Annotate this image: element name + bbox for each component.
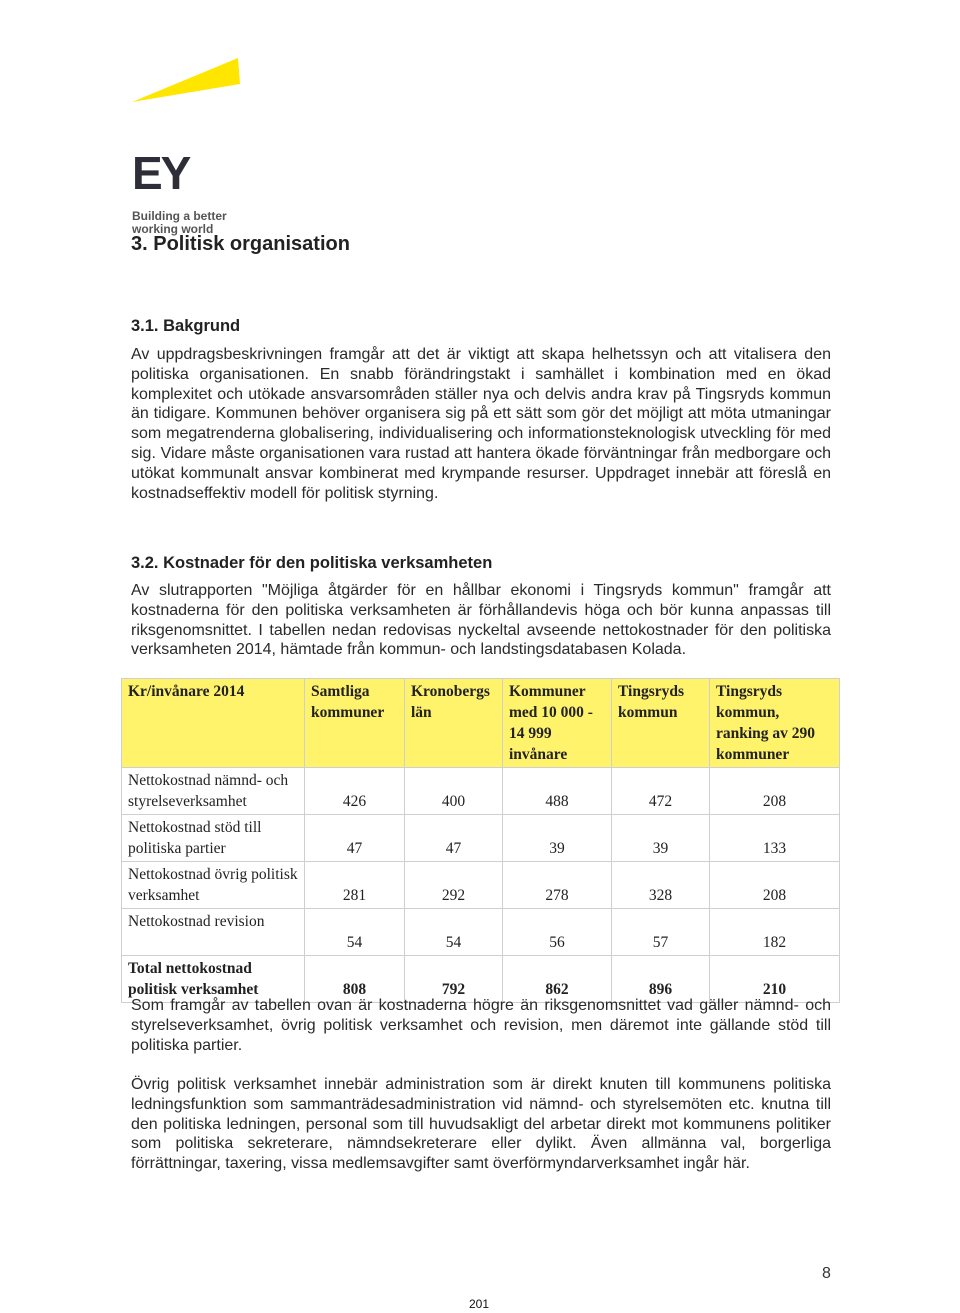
table-cell: 208 — [710, 768, 840, 815]
row-label: Nettokostnad övrig politisk verksamhet — [122, 862, 305, 909]
table-cell: 210 — [710, 956, 840, 1003]
table-cell: 54 — [405, 909, 503, 956]
row-label: Nettokostnad nämnd- och styrelseverksamhet — [122, 768, 305, 815]
table-row — [122, 815, 840, 862]
table-cell: 472 — [612, 768, 710, 815]
table-cell: 39 — [503, 815, 612, 862]
table-cell: 328 — [612, 862, 710, 909]
ey-tagline-line2: working world — [132, 222, 214, 236]
table-row — [122, 768, 840, 815]
ey-beam-icon — [130, 58, 250, 118]
ey-tagline-line1: Building a better — [132, 209, 227, 223]
table-row — [122, 909, 840, 956]
table-cell: 292 — [405, 862, 503, 909]
cost-table — [121, 678, 840, 1003]
table-cell: 400 — [405, 768, 503, 815]
table-header-cell: Tingsryds kommun, ranking av 290 kommuner — [710, 679, 840, 768]
section-title: 3. Politisk organisation — [131, 233, 350, 255]
table-cell: 47 — [405, 815, 503, 862]
table-cell: 426 — [305, 768, 405, 815]
table-header-row — [122, 679, 840, 768]
subsection-title-bakgrund: 3.1. Bakgrund — [131, 317, 241, 335]
table-header-cell: Kronobergs län — [405, 679, 503, 768]
paragraph-after-table-1: Som framgår av tabellen ovan är kostnaderna högre än riksgenomsnittet vad gäller nämnd- och styrelseverksamhet, övrig politisk verksamhet och revision, men däremot inte gällande stöd till politiska partier. — [131, 997, 831, 1054]
table-cell: 182 — [710, 909, 840, 956]
paragraph-after-table-2: Övrig politisk verksamhet innebär administration som är direkt knuten till kommunens politiska ledningsfunktion som sammanträdesadministration vid nämnd- och styrelsemöten etc. knutna till den politiska ledningen, personal som till huvudsakligt del arbetar direkt mot kommunens politiker som politiska sekreterare, nämndsekreterare eller dylikt. Även allmänna val, borgerliga förrättningar, taxering, vissa medlemsavgifter samt överförmyndarverksamhet ingår här. — [131, 1076, 831, 1173]
paragraph-kostnader: Av slutrapporten "Möjliga åtgärder för en hållbar ekonomi i Tingsryds kommun" framgår att kostnaderna för den politiska verksamheten är förhållandevis höga och bör kunna anpassas till riksgenomsnittet. I tabellen nedan redovisas nyckeltal avseende nettokostnader för den politiska verksamheten 2014, hämtade från kommun- och landstingsdatabasen Kolada. — [131, 582, 831, 659]
table-cell: 208 — [710, 862, 840, 909]
table-cell: 281 — [305, 862, 405, 909]
table-cell: 896 — [612, 956, 710, 1003]
ey-logo — [130, 58, 250, 236]
table-cell: 39 — [612, 815, 710, 862]
table-header-cell: Kr/invånare 2014 — [122, 679, 305, 768]
table-cell: 862 — [503, 956, 612, 1003]
ey-logo-text: EY — [132, 147, 190, 199]
table-cell: 488 — [503, 768, 612, 815]
row-label: Total nettokostnad politisk verksamhet — [122, 956, 305, 1003]
row-label: Nettokostnad stöd till politiska partier — [122, 815, 305, 862]
table-header-cell: Kommuner med 10 000 - 14 999 invånare — [503, 679, 612, 768]
table-cell: 808 — [305, 956, 405, 1003]
table-cell: 56 — [503, 909, 612, 956]
table-cell: 792 — [405, 956, 503, 1003]
table-row — [122, 862, 840, 909]
table-header-cell: Samtliga kommuner — [305, 679, 405, 768]
paragraph-bakgrund: Av uppdragsbeskrivningen framgår att det är viktigt att skapa helhetssyn och att vitalisera den politiska organisationen. En snabb förändringstakt i samhället i kombination med en ökad komplexitet och utökade ansvarsområden ställer nya och delvis andra krav på Tingsryds kommun än tidigare. Kommunen behöver organisera sig på ett sätt som gör det möjligt att möta utmaningar som megatrenderna globalisering, individualisering och informationsteknologisk utveckling för med sig. Vidare måste organisationen vara rustad att hantera ökade förväntningar från medborgare och utökat kommunalt ansvar kombinerat med krympande resurser. Uppdraget innebär att föreslå en kostnadseffektiv modell för politisk styrning. — [131, 346, 831, 502]
page-number: 8 — [822, 1265, 831, 1282]
table-cell: 47 — [305, 815, 405, 862]
table-cell: 133 — [710, 815, 840, 862]
table-header-cell: Tingsryds kommun — [612, 679, 710, 768]
table-cell: 57 — [612, 909, 710, 956]
subsection-title-kostnader: 3.2. Kostnader för den politiska verksamheten — [131, 554, 493, 572]
table-cell: 54 — [305, 909, 405, 956]
document-number: 201 — [469, 1297, 490, 1311]
table-cell: 278 — [503, 862, 612, 909]
row-label: Nettokostnad revision — [122, 909, 305, 956]
